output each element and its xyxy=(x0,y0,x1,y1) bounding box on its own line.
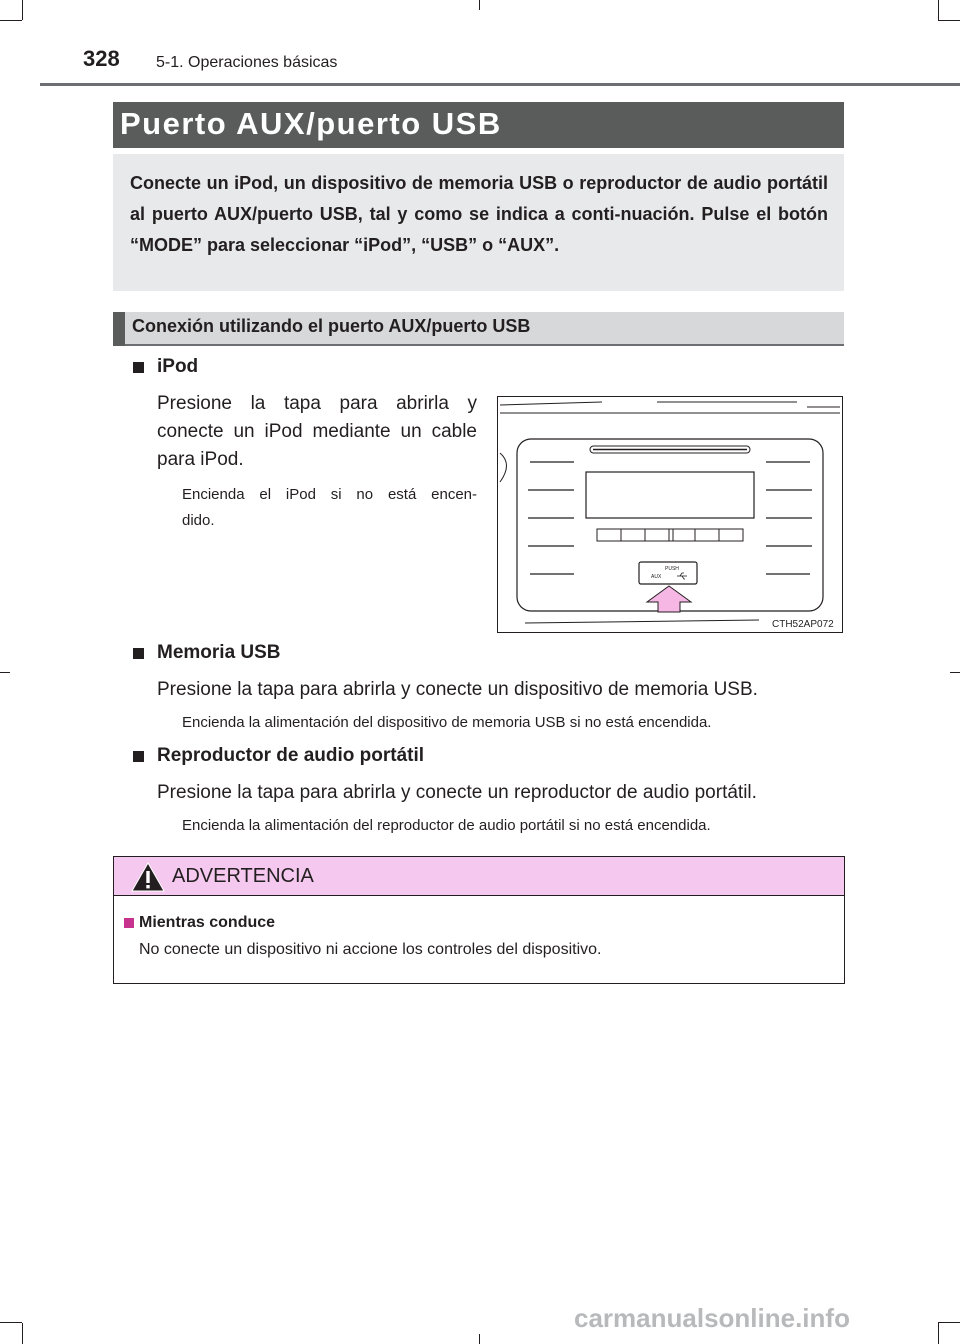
push-label: PUSH xyxy=(665,566,679,572)
page-title: Puerto AUX/puerto USB xyxy=(120,106,502,141)
section-heading-usb: Memoria USB xyxy=(157,642,281,663)
section-heading-portable: Reproductor de audio portátil xyxy=(157,745,425,766)
warning-bullet xyxy=(124,918,134,928)
section-bullet xyxy=(133,362,144,373)
section-bullet xyxy=(133,751,144,762)
warning-item-title: Mientras conduce xyxy=(139,914,276,931)
ipod-body xyxy=(157,390,477,474)
ipod-body-line: conecte un iPod mediante un cable xyxy=(157,421,477,442)
ipod-body-line: Presione la tapa para abrirla y xyxy=(157,393,477,414)
warning-label: ADVERTENCIA xyxy=(172,865,314,887)
portable-note: Encienda la alimentación del reproductor de audio portátil si no está encendida. xyxy=(182,817,711,834)
ipod-note-line: dido. xyxy=(182,512,215,529)
header-rule xyxy=(40,83,960,86)
section-label: 5-1. Operaciones básicas xyxy=(156,54,338,71)
usb-note: Encienda la alimentación del dispositivo de memoria USB si no está encendida. xyxy=(182,714,712,731)
usb-body: Presione la tapa para abrirla y conecte un dispositivo de memoria USB. xyxy=(157,679,758,700)
subsection-accent xyxy=(113,312,125,346)
audio-unit-figure xyxy=(497,396,843,633)
warning-item-text: No conecte un dispositivo ni accione los controles del dispositivo. xyxy=(139,941,602,958)
section-bullet xyxy=(133,648,144,659)
watermark: carmanualsonline.info xyxy=(574,1303,850,1333)
ipod-note-line: Encienda el iPod si no está encen- xyxy=(182,486,477,503)
intro-text: Conecte un iPod, un dispositivo de memoria USB o reproductor de audio portátil al puerto AUX/puerto USB, tal y como se indica a conti-nuación. Pulse el botón “MODE” para seleccionar “iPod”, “USB” o “AUX”. xyxy=(130,173,828,255)
figure-code: CTH52AP072 xyxy=(772,619,834,630)
section-heading-ipod: iPod xyxy=(157,356,199,377)
ipod-note xyxy=(182,482,477,534)
ipod-body-line: para iPod. xyxy=(157,449,244,470)
page-number: 328 xyxy=(83,46,120,71)
portable-body: Presione la tapa para abrirla y conecte un reproductor de audio portátil. xyxy=(157,782,757,803)
subsection-title: Conexión utilizando el puerto AUX/puerto USB xyxy=(132,316,531,336)
warning-triangle-icon xyxy=(131,862,165,897)
aux-label: AUX xyxy=(651,574,662,580)
